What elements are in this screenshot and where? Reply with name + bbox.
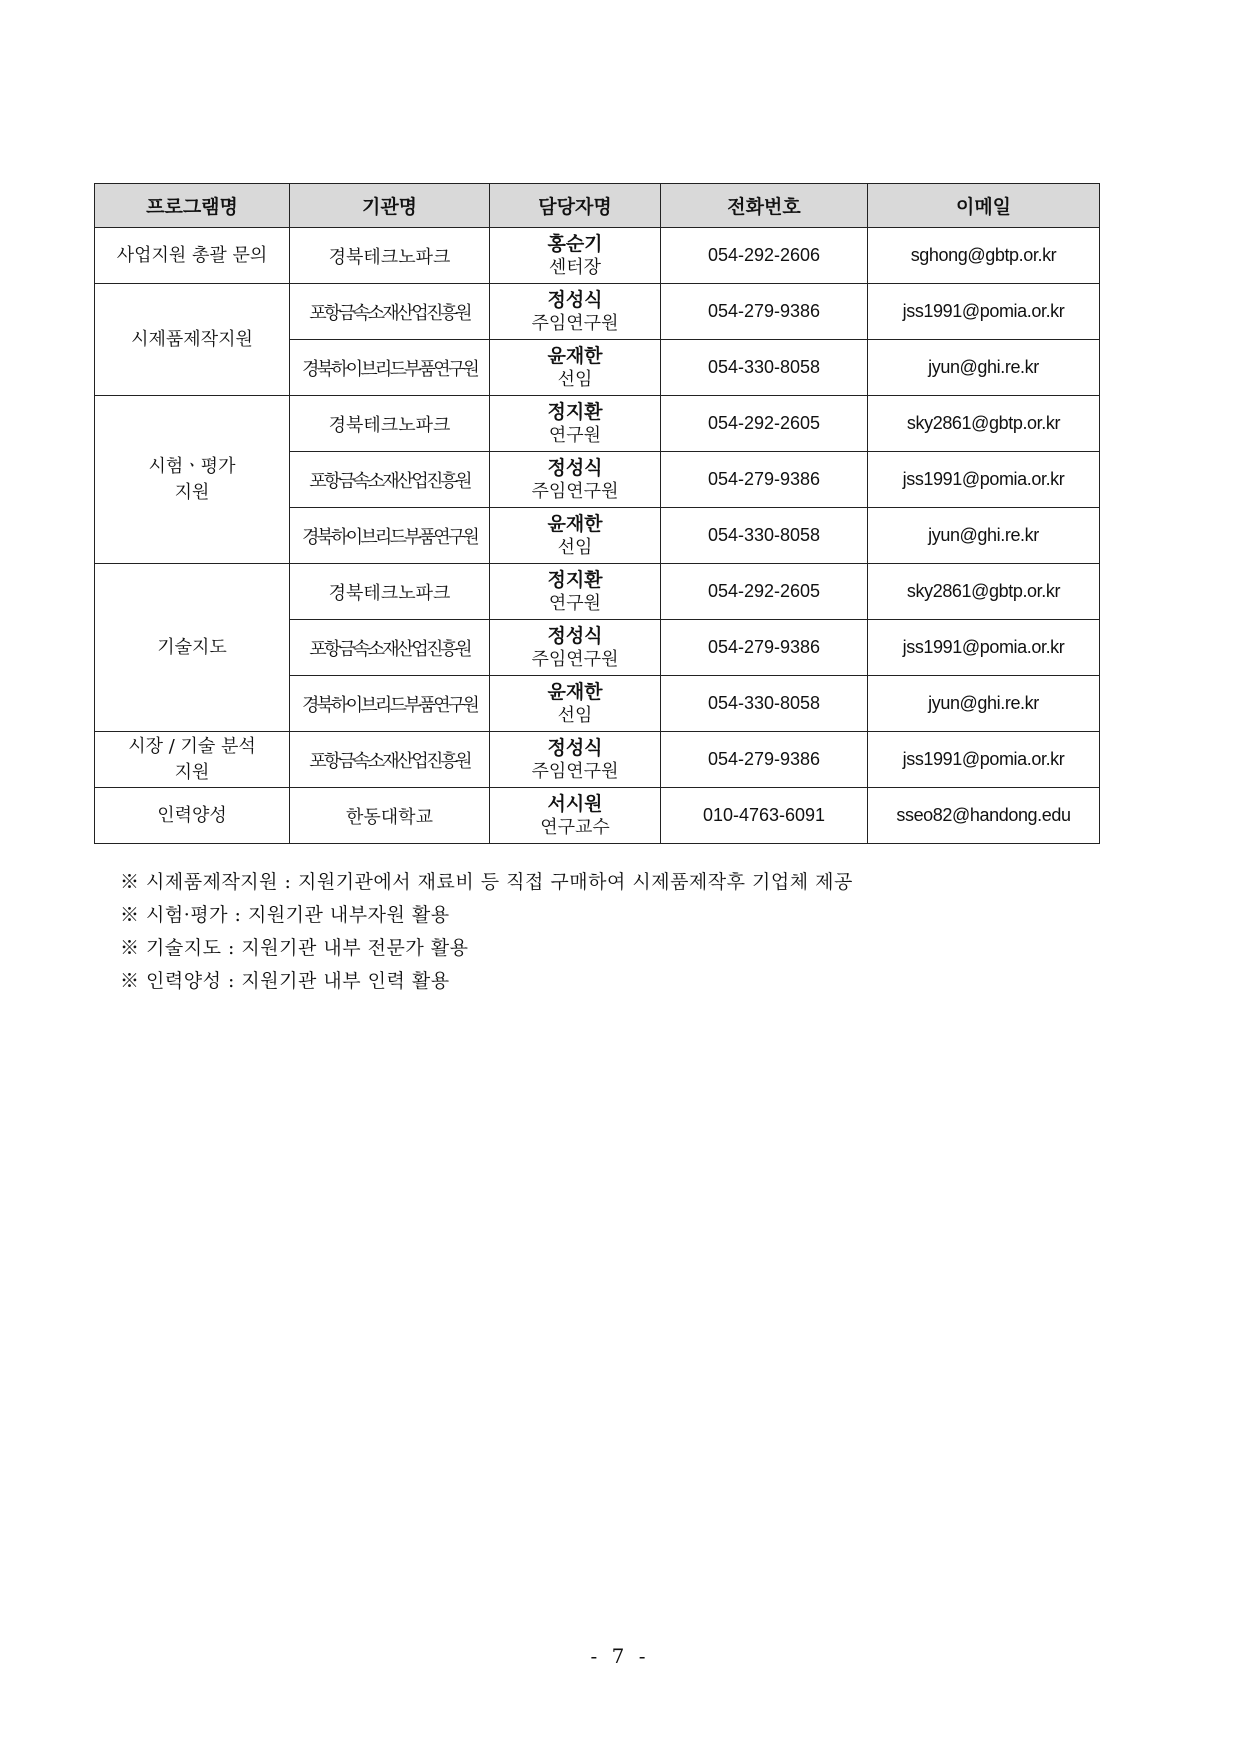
table-row — [95, 284, 1100, 340]
notes — [120, 866, 853, 998]
phone-cell: 054-279-9386 — [661, 452, 868, 508]
phone-cell: 010-4763-6091 — [661, 788, 868, 844]
organization-name: 한동대학교 — [346, 806, 433, 827]
contact-title: 선임 — [557, 368, 593, 389]
contact-title: 주임연구원 — [531, 760, 619, 781]
phone-cell: 054-292-2605 — [661, 564, 868, 620]
program-cell: 인력양성 — [95, 788, 290, 844]
contact-title: 연구교수 — [540, 816, 610, 837]
contact-cell — [490, 788, 661, 844]
email-cell: sky2861@gbtp.or.kr — [868, 396, 1100, 452]
organization-cell — [290, 284, 490, 340]
email-cell: jyun@ghi.re.kr — [868, 340, 1100, 396]
email-cell: sseo82@handong.edu — [868, 788, 1100, 844]
table-row — [95, 396, 1100, 452]
phone-cell: 054-330-8058 — [661, 508, 868, 564]
organization-cell — [290, 396, 490, 452]
contact-name: 윤재한 — [547, 681, 603, 703]
email-cell: jyun@ghi.re.kr — [868, 508, 1100, 564]
phone-cell: 054-279-9386 — [661, 284, 868, 340]
contact-name: 정지환 — [547, 569, 603, 591]
phone-cell: 054-330-8058 — [661, 676, 868, 732]
organization-name: 경북하이브리드부품연구원 — [301, 358, 478, 379]
organization-cell — [290, 508, 490, 564]
contact-cell — [490, 284, 661, 340]
note-line: ※ 시제품제작지원 : 지원기관에서 재료비 등 직접 구매하여 시제품제작후 기업체 제공 — [120, 871, 853, 893]
email-cell: jyun@ghi.re.kr — [868, 676, 1100, 732]
table-row — [95, 732, 1100, 788]
contact-cell — [490, 396, 661, 452]
contact-cell — [490, 676, 661, 732]
contact-title: 주임연구원 — [531, 648, 619, 669]
program-cell: 시제품제작지원 — [95, 284, 290, 396]
organization-name: 경북하이브리드부품연구원 — [301, 526, 478, 547]
organization-name: 경북테크노파크 — [328, 414, 451, 435]
contact-name: 정성식 — [547, 737, 603, 759]
contact-cell — [490, 620, 661, 676]
organization-name: 경북테크노파크 — [328, 246, 451, 267]
contact-name: 정지환 — [547, 401, 603, 423]
phone-cell: 054-279-9386 — [661, 732, 868, 788]
contact-title: 선임 — [557, 536, 593, 557]
contact-cell — [490, 340, 661, 396]
organization-name: 포항금속소재산업진흥원 — [309, 470, 470, 491]
program-cell: 시장 / 기술 분석 지원 — [95, 732, 290, 788]
note-line: ※ 인력양성 : 지원기관 내부 인력 활용 — [120, 970, 450, 992]
organization-cell — [290, 732, 490, 788]
organization-name: 경북테크노파크 — [328, 582, 451, 603]
program-cell: 사업지원 총괄 문의 — [95, 228, 290, 284]
phone-cell: 054-330-8058 — [661, 340, 868, 396]
program-cell: 기술지도 — [95, 564, 290, 732]
contact-title: 연구원 — [548, 592, 602, 613]
contact-name: 윤재한 — [547, 513, 603, 535]
contact-name: 정성식 — [547, 625, 603, 647]
email-cell: jss1991@pomia.or.kr — [868, 732, 1100, 788]
organization-cell — [290, 564, 490, 620]
contact-title: 주임연구원 — [531, 480, 619, 501]
page-number: - 7 - — [590, 1644, 650, 1668]
email-cell: jss1991@pomia.or.kr — [868, 452, 1100, 508]
phone-cell: 054-292-2605 — [661, 396, 868, 452]
organization-cell — [290, 676, 490, 732]
program-cell: 시험ㆍ평가 지원 — [95, 396, 290, 564]
contact-name: 서시원 — [547, 793, 603, 815]
contact-name: 홍순기 — [547, 233, 603, 255]
contact-cell — [490, 452, 661, 508]
email-cell: sghong@gbtp.or.kr — [868, 228, 1100, 284]
organization-name: 포항금속소재산업진흥원 — [309, 302, 470, 323]
header-email: 이메일 — [868, 184, 1100, 228]
table-row — [95, 228, 1100, 284]
contact-title: 주임연구원 — [531, 312, 619, 333]
contact-name: 정성식 — [547, 289, 603, 311]
contact-name: 윤재한 — [547, 345, 603, 367]
header-phone: 전화번호 — [661, 184, 868, 228]
organization-cell — [290, 340, 490, 396]
header-contact-name: 담당자명 — [490, 184, 661, 228]
contact-cell — [490, 732, 661, 788]
table-row — [95, 564, 1100, 620]
email-cell: sky2861@gbtp.or.kr — [868, 564, 1100, 620]
table-body — [95, 228, 1100, 844]
contact-name: 정성식 — [547, 457, 603, 479]
contact-title: 연구원 — [548, 424, 602, 445]
contact-title: 센터장 — [548, 256, 602, 277]
phone-cell: 054-279-9386 — [661, 620, 868, 676]
contact-title: 선임 — [557, 704, 593, 725]
note-line: ※ 시험·평가 : 지원기관 내부자원 활용 — [120, 904, 450, 926]
phone-cell: 054-292-2606 — [661, 228, 868, 284]
email-cell: jss1991@pomia.or.kr — [868, 284, 1100, 340]
organization-cell — [290, 620, 490, 676]
header-program: 프로그램명 — [95, 184, 290, 228]
email-cell: jss1991@pomia.or.kr — [868, 620, 1100, 676]
note-line: ※ 기술지도 : 지원기관 내부 전문가 활용 — [120, 937, 469, 959]
organization-cell — [290, 228, 490, 284]
contact-cell — [490, 508, 661, 564]
contact-table — [94, 183, 1100, 844]
contact-cell — [490, 228, 661, 284]
organization-name: 포항금속소재산업진흥원 — [309, 638, 470, 659]
table-header-row — [95, 184, 1100, 228]
organization-cell — [290, 788, 490, 844]
contact-cell — [490, 564, 661, 620]
header-organization: 기관명 — [290, 184, 490, 228]
table-row — [95, 788, 1100, 844]
organization-name: 포항금속소재산업진흥원 — [309, 750, 470, 771]
organization-cell — [290, 452, 490, 508]
organization-name: 경북하이브리드부품연구원 — [301, 694, 478, 715]
